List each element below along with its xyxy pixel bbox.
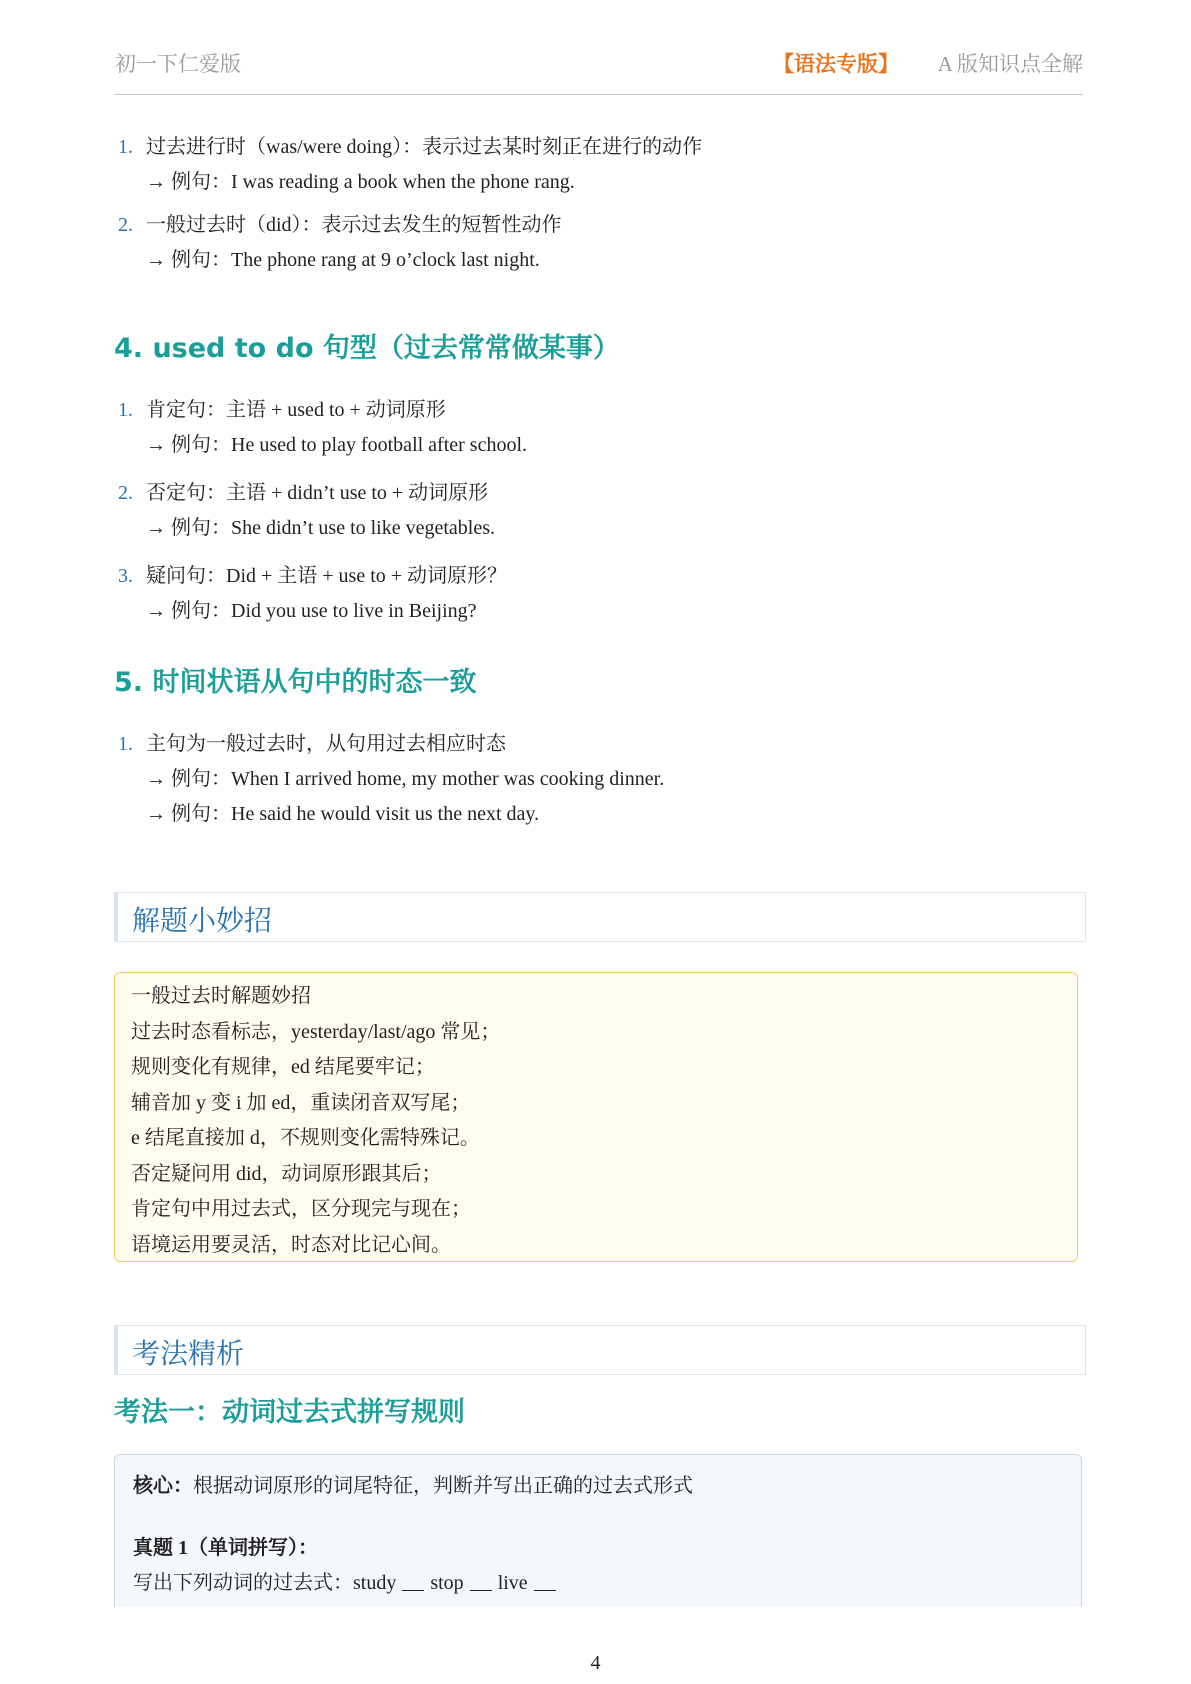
question-label: 真题 1（单词拼写）： <box>133 1537 318 1559</box>
list-item <box>118 559 507 629</box>
tip-line: 语境运用要灵活，时态对比记心间。 <box>131 1233 451 1256</box>
header-subtitle: A 版知识点全解 <box>937 52 1083 76</box>
tip-line: 过去时态看标志，yesterday/last/ago 常见； <box>131 1020 501 1043</box>
header-badge: 【语法专版】 <box>773 52 899 76</box>
page-header <box>115 44 1083 95</box>
item-example: → 例句：The phone rang at 9 o’clock last night. <box>146 249 540 271</box>
item-text: 否定句：主语 + didn’t use to + 动词原形 <box>146 482 489 504</box>
core-label: 核心： <box>133 1475 193 1497</box>
item-number: 1. <box>118 136 133 158</box>
item-text: 疑问句：Did + 主语 + use to + 动词原形？ <box>146 565 508 587</box>
tip-line: 否定疑问用 did，动词原形跟其后； <box>131 1162 442 1185</box>
core-box <box>114 1454 1082 1607</box>
item-example: → 例句：He used to play football after school. <box>146 434 528 456</box>
list-item <box>118 393 527 463</box>
item-number: 2. <box>118 214 133 236</box>
answer-blank[interactable] <box>470 1590 492 1591</box>
tips-heading-box <box>114 892 1086 942</box>
list-item <box>118 727 664 832</box>
item-number: 2. <box>118 482 133 504</box>
list-item <box>118 130 702 200</box>
item-text: 肯定句：主语 + used to + 动词原形 <box>146 399 446 421</box>
analysis-heading-box <box>114 1325 1086 1375</box>
item-text: 主句为一般过去时，从句用过去相应时态 <box>146 733 506 755</box>
tip-line: 一般过去时解题妙招 <box>131 985 311 1007</box>
item-number: 1. <box>118 399 133 421</box>
tip-line: 规则变化有规律，ed 结尾要牢记； <box>131 1056 435 1078</box>
section-title: 5. 时间状语从句中的时态一致 <box>114 667 477 698</box>
header-book-title: 初一下仁爱版 <box>115 52 241 76</box>
item-example: → 例句：She didn’t use to like vegetables. <box>146 517 496 539</box>
item-example: → 例句：He said he would visit us the next day. <box>146 803 540 825</box>
item-number: 1. <box>118 733 133 755</box>
tip-line: e 结尾直接加 d，不规则变化需特殊记。 <box>131 1127 480 1149</box>
list-item <box>118 208 562 278</box>
method-title: 考法一：动词过去式拼写规则 <box>114 1397 465 1428</box>
core-line <box>133 1469 693 1498</box>
item-number: 3. <box>118 565 133 587</box>
item-text: 过去进行时（was/were doing）：表示过去某时刻正在进行的动作 <box>146 136 703 158</box>
answer-blank[interactable] <box>534 1590 556 1591</box>
tips-box <box>114 972 1078 1262</box>
section-title: 4. used to do 句型（过去常常做某事） <box>114 333 620 364</box>
word: stop <box>430 1572 464 1594</box>
list-item <box>118 476 495 546</box>
tips-heading: 解题小妙招 <box>132 904 273 937</box>
word: study <box>353 1572 397 1594</box>
item-example: → 例句：I was reading a book when the phone rang. <box>146 171 575 193</box>
item-example: → 例句：Did you use to live in Beijing? <box>146 600 477 622</box>
answer-blank[interactable] <box>402 1590 424 1591</box>
question-line <box>133 1566 562 1595</box>
core-text: 根据动词原形的词尾特征，判断并写出正确的过去式形式 <box>193 1475 693 1497</box>
item-text: 一般过去时（did）：表示过去发生的短暂性动作 <box>146 214 562 236</box>
item-example: → 例句：When I arrived home, my mother was cooking dinner. <box>146 768 665 790</box>
tip-line: 肯定句中用过去式，区分现完与现在； <box>131 1198 471 1220</box>
question-prefix: 写出下列动词的过去式： <box>133 1572 353 1594</box>
tip-line: 辅音加 y 变 i 加 ed，重读闭音双写尾； <box>131 1091 471 1114</box>
analysis-heading: 考法精析 <box>132 1337 245 1370</box>
page-number: 4 <box>590 1652 601 1674</box>
word: live <box>497 1572 528 1594</box>
